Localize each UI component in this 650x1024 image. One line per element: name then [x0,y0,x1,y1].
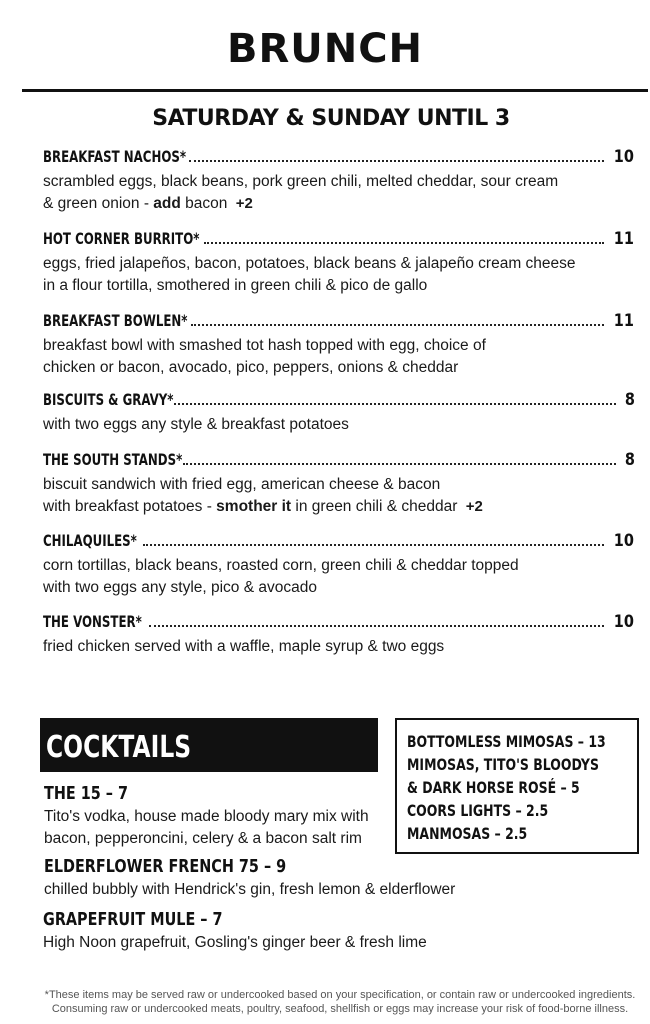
leader-dots [204,242,605,244]
item-name: BREAKFAST NACHOS* [43,147,187,166]
special-line: MANMOSAS – 2.5 [407,824,528,843]
item-description: corn tortillas, black beans, roasted corn, green chili & cheddar topped with two eggs any style, pico & avocado [43,557,519,596]
item-name: HOT CORNER BURRITO* [43,229,200,248]
menu-item-hot-corner-burrito [43,229,636,297]
item-name: THE VONSTER* [43,612,142,631]
cocktail-name: ELDERFLOWER FRENCH 75 – 9 [44,856,287,877]
leader-dots [191,324,604,326]
menu-subtitle: SATURDAY & SUNDAY UNTIL 3 [152,106,510,131]
cocktail-description: chilled bubbly with Hendrick's gin, fresh lemon & elderflower [44,881,456,898]
cocktail-elderflower-french-75 [44,855,504,901]
special-line: & DARK HORSE ROSÉ – 5 [407,778,580,797]
special-line: BOTTOMLESS MIMOSAS – 13 [407,732,606,751]
item-name: BREAKFAST BOWLEN* [43,311,188,330]
item-price: 8 [625,450,636,470]
item-description: scrambled eggs, black beans, pork green chili, melted cheddar, sour cream & green onion - add bacon +2 [43,173,559,212]
special-line: MIMOSAS, TITO'S BLOODYS [407,755,599,774]
item-description: biscuit sandwich with fried egg, american cheese & bacon with breakfast potatoes - smother it in green chili & cheddar +2 [43,476,483,515]
item-price: 10 [614,612,635,632]
food-safety-disclaimer: *These items may be served raw or undercooked based on your specification, or contain raw or undercooked ingredients. Consuming raw or undercooked meats, poultry, seafood, shellfish or eggs may increase your risk of food-borne illness. [44,989,636,1015]
menu-item-breakfast-bowlen [43,311,636,379]
item-price: 10 [614,147,635,167]
item-price: 8 [625,390,636,410]
item-description: with two eggs any style & breakfast potatoes [43,416,349,433]
addon-price: +2 [235,195,253,212]
item-price: 11 [614,311,635,331]
item-name: CHILAQUILES* [43,531,137,550]
menu-title: BRUNCH [226,26,424,72]
item-name: THE SOUTH STANDS* [43,450,183,469]
item-description: fried chicken served with a waffle, maple syrup & two eggs [43,638,445,655]
item-description: eggs, fried jalapeños, bacon, potatoes, black beans & jalapeño cream cheese in a flour tortilla, smothered in green chili & pico de gallo [43,255,576,294]
menu-item-the-vonster [43,612,636,658]
item-price: 11 [614,229,635,249]
cocktail-the-15 [44,782,464,850]
cocktails-banner [40,718,378,772]
cocktail-description: Tito's vodka, house made bloody mary mix with bacon, pepperoncini, celery & a bacon salt rim [44,808,369,847]
item-name: BISCUITS & GRAVY* [43,390,174,409]
title-divider [22,89,648,92]
leader-dots [143,544,604,546]
cocktail-description: High Noon grapefruit, Gosling's ginger beer & fresh lime [43,934,427,951]
leader-dots [189,160,604,162]
leader-dots [183,463,616,465]
cocktail-grapefruit-mule [43,908,503,954]
menu-item-chilaquiles [43,531,636,599]
leader-dots [149,625,604,627]
cocktail-name: THE 15 – 7 [44,783,129,804]
cocktail-name: GRAPEFRUIT MULE – 7 [43,909,223,930]
leader-dots [174,403,616,405]
cocktails-heading: COCKTAILS [46,730,192,765]
item-description: breakfast bowl with smashed tot hash topped with egg, choice of chicken or bacon, avocado, pico, peppers, onions & cheddar [43,337,486,376]
menu-item-biscuits-gravy [43,390,636,436]
special-line: COORS LIGHTS – 2.5 [407,801,549,820]
addon-price: +2 [465,498,483,515]
item-price: 10 [614,531,635,551]
menu-item-breakfast-nachos [43,147,636,215]
menu-item-south-stands [43,450,636,518]
